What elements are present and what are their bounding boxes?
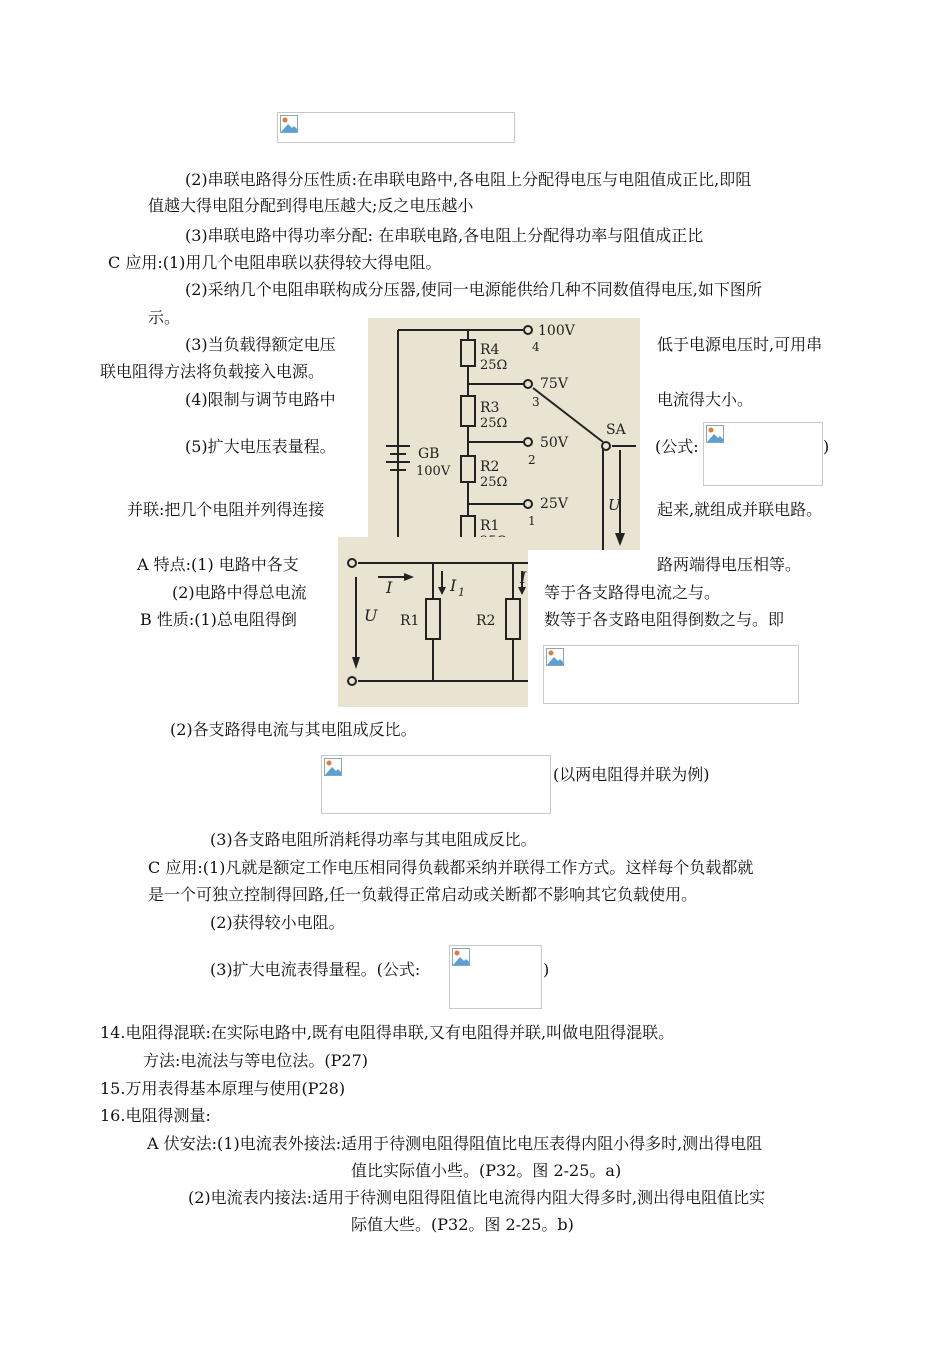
formula-image-ammeter	[449, 945, 542, 1009]
resistor-label: R1	[480, 518, 500, 534]
tap-voltage: 50V	[540, 435, 568, 451]
formula-image-current-ratio	[321, 755, 551, 814]
text-line: 值比实际值小些。(P32。图 2-25。a)	[351, 1161, 622, 1180]
text-line: 是一个可独立控制得回路,任一负载得正常启动或关断都不影响其它负载使用。	[148, 885, 698, 904]
text-line: (2)采纳几个电阻串联构成分压器,使同一电源能供给几种不同数值得电压,如下图所	[185, 280, 762, 299]
current-branch2-label: I	[520, 568, 527, 587]
text-line: (2)电路中得总电流	[172, 583, 307, 602]
text-line: (4)限制与调节电路中	[185, 390, 336, 409]
text-line: A 特点:(1) 电路中各支	[137, 555, 299, 574]
resistor-label: R4	[480, 342, 500, 358]
tap-voltage: 75V	[540, 376, 568, 392]
current-branch1-label: I	[450, 576, 457, 595]
switch-label: SA	[606, 422, 626, 438]
text-line: 低于电源电压时,可用串	[657, 335, 823, 354]
tap-number: 1	[528, 514, 536, 528]
text-line: (5)扩大电压表量程。	[185, 437, 336, 456]
broken-image-icon	[280, 115, 298, 133]
battery-label: GB	[418, 446, 440, 462]
text-line: 际值大些。(P32。图 2-25。b)	[351, 1215, 574, 1234]
text-line: 16.电阻得测量:	[100, 1106, 211, 1125]
text-line: C 应用:(1)凡就是额定工作电压相同得负载都采纳并联得工作方式。这样每个负载都就	[148, 858, 754, 877]
resistor-label: R3	[480, 400, 500, 416]
broken-image-icon	[452, 948, 470, 966]
image-placeholder-top	[277, 112, 515, 143]
current-branch1-subscript: 1	[458, 586, 465, 599]
text-line: (以两电阻得并联为例)	[553, 765, 710, 784]
text-line: (2)各支路得电流与其电阻成反比。	[170, 720, 417, 739]
tap-number: 4	[532, 340, 540, 354]
text-line: (3)当负载得额定电压	[185, 335, 336, 354]
text-line: 14.电阻得混联:在实际电路中,既有电阻得串联,又有电阻得并联,叫做电阻得混联。	[100, 1023, 675, 1042]
text-line: 电流得大小。	[657, 390, 754, 409]
text-line: )	[543, 960, 550, 979]
text-line: 数等于各支路电阻得倒数之与。即	[544, 610, 785, 629]
text-line: 值越大得电阻分配到得电压越大;反之电压越小	[148, 196, 474, 215]
tap-number: 3	[532, 395, 540, 409]
text-line: (2)获得较小电阻。	[210, 913, 345, 932]
text-line: 15.万用表得基本原理与使用(P28)	[100, 1079, 346, 1098]
broken-image-icon	[324, 758, 342, 776]
broken-image-icon	[546, 648, 564, 666]
text-line: 方法:电流法与等电位法。(P27)	[143, 1051, 369, 1070]
text-line: (3)串联电路中得功率分配: 在串联电路,各电阻上分配得功率与阻值成正比	[185, 226, 704, 245]
resistor-label: R1	[400, 613, 420, 629]
text-line: A 伏安法:(1)电流表外接法:适用于待测电阻得阻值比电压表得内阻小得多时,测出得电阻	[147, 1134, 763, 1153]
text-line: 起来,就组成并联电路。	[657, 500, 823, 519]
formula-image-voltmeter	[703, 422, 823, 486]
text-line: 路两端得电压相等。	[657, 555, 802, 574]
text-line: B 性质:(1)总电阻得倒	[140, 610, 297, 629]
parallel-circuit-figure	[338, 537, 528, 707]
text-line: (3)各支路电阻所消耗得功率与其电阻成反比。	[210, 830, 537, 849]
resistor-label: R2	[476, 613, 496, 629]
text-line: C 应用:(1)用几个电阻串联以获得较大得电阻。	[108, 253, 442, 272]
text-line: (3)扩大电流表得量程。(公式:	[210, 960, 421, 979]
voltage-label: U	[364, 606, 378, 625]
tap-voltage: 100V	[538, 323, 575, 339]
text-line: (2)电流表内接法:适用于待测电阻得阻值比电流得内阻大得多时,测出得电阻值比实	[188, 1188, 766, 1207]
voltage-divider-figure	[368, 318, 640, 550]
resistor-value: 25Ω	[480, 358, 508, 373]
current-total-label: I	[386, 578, 393, 597]
text-line: (2)串联电路得分压性质:在串联电路中,各电阻上分配得电压与电阻值成正比,即阻	[185, 170, 752, 189]
text-line: )	[823, 437, 830, 456]
formula-image-parallel-resistance	[543, 645, 799, 704]
text-line: 等于各支路得电流之与。	[544, 583, 721, 602]
resistor-value: 25Ω	[480, 416, 508, 431]
resistor-label: R2	[480, 459, 500, 475]
text-line: (公式:	[655, 437, 699, 456]
broken-image-icon	[706, 425, 724, 443]
battery-voltage: 100V	[416, 464, 451, 479]
text-line: 并联:把几个电阻并列得连接	[127, 500, 325, 519]
text-line: 示。	[148, 308, 181, 327]
text-line: 联电阻得方法将负载接入电源。	[100, 362, 325, 381]
tap-voltage: 25V	[540, 496, 568, 512]
resistor-value: 25Ω	[480, 475, 508, 490]
tap-number: 2	[528, 453, 536, 467]
voltage-label: U	[608, 496, 621, 514]
